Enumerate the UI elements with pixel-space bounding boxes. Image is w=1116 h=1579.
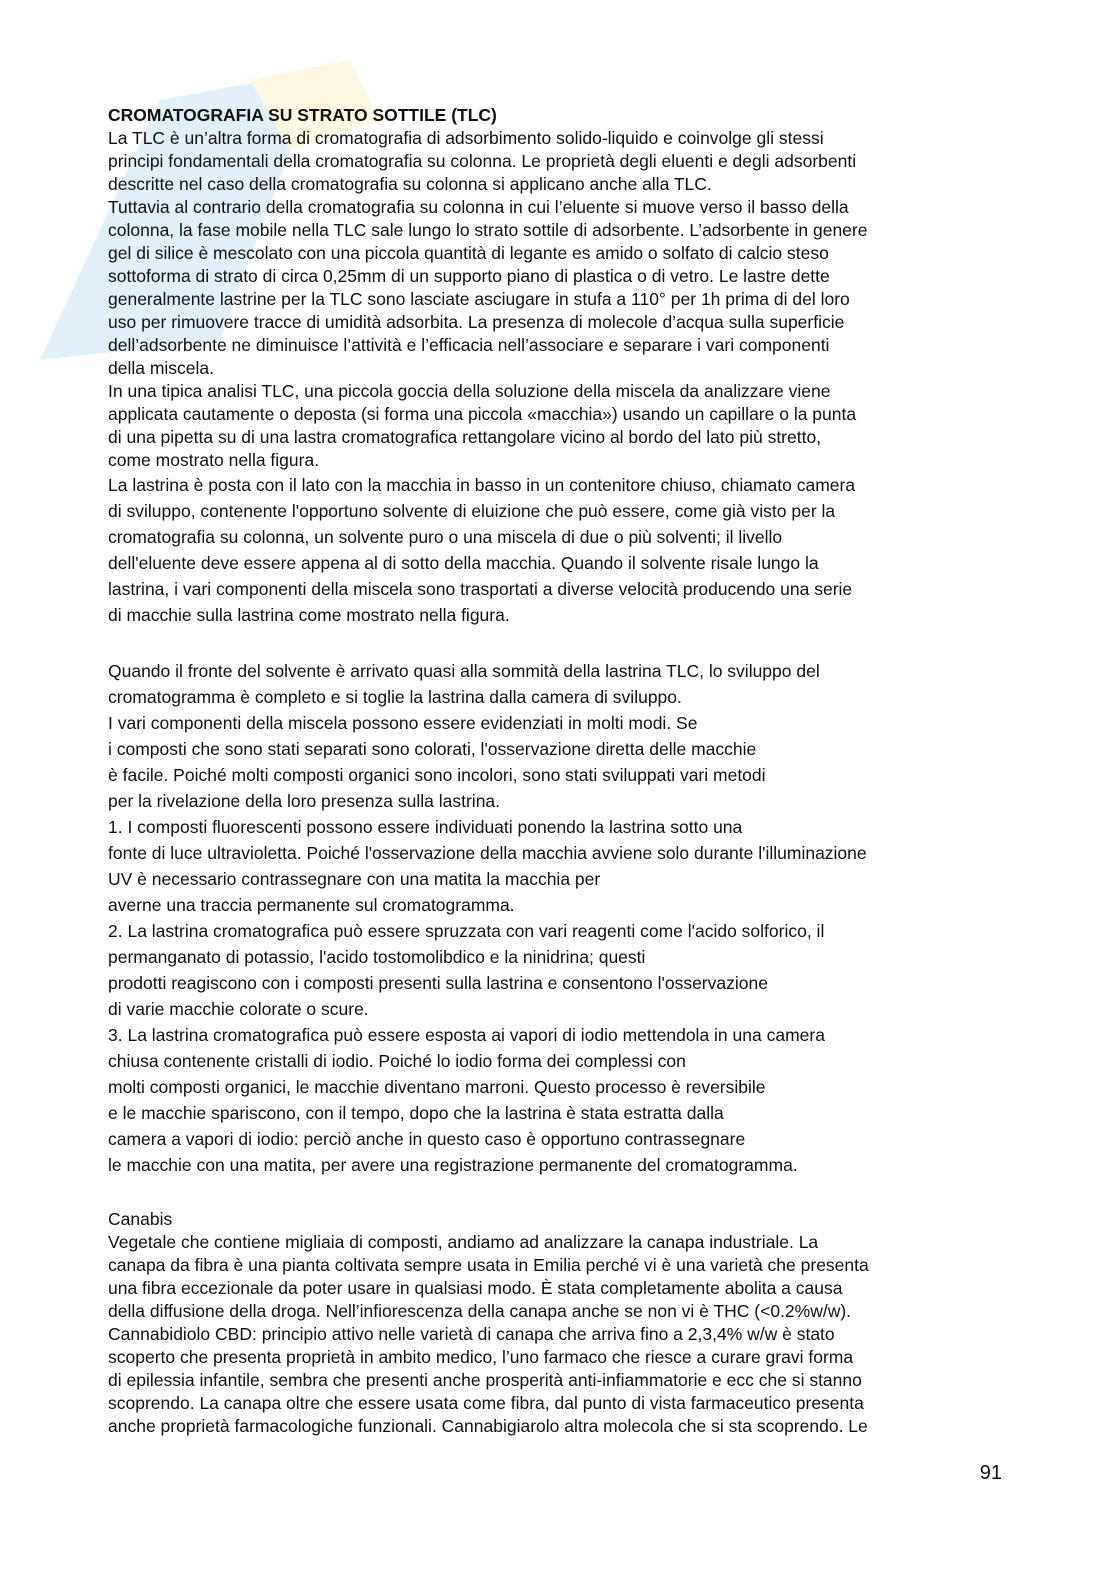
text-line: 3. La lastrina cromatografica può essere esposta ai vapori di iodio mettendola in una camera xyxy=(108,1025,825,1045)
text-line: 1. I composti fluorescenti possono essere individuati ponendo la lastrina sotto una xyxy=(108,817,743,837)
text-line: La lastrina è posta con il lato con la macchia in basso in un contenitore chiuso, chiamato camera xyxy=(108,475,856,495)
text-line: Tuttavia al contrario della cromatografia su colonna in cui l’eluente si muove verso il basso della xyxy=(108,197,849,217)
text-line: UV è necessario contrassegnare con una matita la macchia per xyxy=(108,869,601,889)
text-line: scoprendo. La canapa oltre che essere usata come fibra, dal punto di vista farmaceutico presenta xyxy=(108,1393,864,1413)
text-line: della miscela. xyxy=(108,358,215,378)
text-line: di varie macchie colorate o scure. xyxy=(108,999,369,1019)
text-line: per la rivelazione della loro presenza sulla lastrina. xyxy=(108,791,501,811)
text-line: anche proprietà farmacologiche funzionali. Cannabigiarolo altra molecola che si sta scoprendo. Le xyxy=(108,1416,868,1436)
canabis-paragraph xyxy=(108,1231,1008,1438)
text-line: principi fondamentali della cromatografia su colonna. Le proprietà degli eluenti e degli adsorbenti xyxy=(108,151,857,171)
text-line: 2. La lastrina cromatografica può essere spruzzata con vari reagenti come l'acido solforico, il xyxy=(108,921,825,941)
detection-paragraph xyxy=(108,658,1008,1178)
text-line: dell’adsorbente ne diminuisce l’attività e l’efficacia nell’associare e separare i vari componenti xyxy=(108,335,830,355)
text-line: Cannabidiolo CBD: principio attivo nelle varietà di canapa che arriva fino a 2,3,4% w/w è stato xyxy=(108,1324,835,1344)
text-line: scoperto che presenta proprietà in ambito medico, l’uno farmaco che riesce a curare gravi forma xyxy=(108,1347,854,1367)
section-title-tlc: CROMATOGRAFIA SU STRATO SOTTILE (TLC) xyxy=(108,105,497,125)
text-line: una fibra eccezionale da poter usare in qualsiasi modo. È stata completamente abolita a causa xyxy=(108,1278,843,1298)
page-content xyxy=(108,104,1008,1438)
text-line: dell'eluente deve essere appena al di sotto della macchia. Quando il solvente risale lungo la xyxy=(108,553,819,573)
text-line: permanganato di potassio, l'acido tostomolibdico e la ninidrina; questi xyxy=(108,947,646,967)
text-line: averne una traccia permanente sul cromatogramma. xyxy=(108,895,515,915)
tlc-development-paragraph xyxy=(108,472,1008,628)
text-line: I vari componenti della miscela possono essere evidenziati in molti modi. Se xyxy=(108,713,698,733)
text-line: Quando il fronte del solvente è arrivato quasi alla sommità della lastrina TLC, lo sviluppo del xyxy=(108,661,820,681)
text-line: le macchie con una matita, per avere una registrazione permanente del cromatogramma. xyxy=(108,1155,798,1175)
spacer xyxy=(108,628,1008,658)
text-line: La TLC è un’altra forma di cromatografia di adsorbimento solido-liquido e coinvolge gli stessi xyxy=(108,128,824,148)
spacer xyxy=(108,1178,1008,1208)
text-line: descritte nel caso della cromatografia su colonna si applicano anche alla TLC. xyxy=(108,174,712,194)
text-line: di macchie sulla lastrina come mostrato nella figura. xyxy=(108,605,510,625)
text-line: fonte di luce ultravioletta. Poiché l'osservazione della macchia avviene solo durante l'illuminazione xyxy=(108,843,867,863)
text-line: prodotti reagiscono con i composti presenti sulla lastrina e consentono l'osservazione xyxy=(108,973,768,993)
text-line: uso per rimuovere tracce di umidità adsorbita. La presenza di molecole d’acqua sulla superficie xyxy=(108,312,845,332)
section-title-canabis: Canabis xyxy=(108,1209,173,1229)
page-number: 91 xyxy=(979,1462,1002,1484)
text-line: Vegetale che contiene migliaia di composti, andiamo ad analizzare la canapa industriale. La xyxy=(108,1232,819,1252)
text-line: cromatogramma è completo e si toglie la lastrina dalla camera di sviluppo. xyxy=(108,687,682,707)
text-line: applicata cautamente o deposta (si forma una piccola «macchia») usando un capillare o la punta xyxy=(108,404,857,424)
text-line: di epilessia infantile, sembra che presenti anche prosperità anti-infiammatorie e ecc che si stanno xyxy=(108,1370,862,1390)
text-line: lastrina, i vari componenti della miscela sono trasportati a diverse velocità producendo una serie xyxy=(108,579,853,599)
text-line: colonna, la fase mobile nella TLC sale lungo lo strato sottile di adsorbente. L’adsorbente in genere xyxy=(108,220,868,240)
text-line: chiusa contenente cristalli di iodio. Poiché lo iodio forma dei complessi con xyxy=(108,1051,686,1071)
text-line: come mostrato nella figura. xyxy=(108,450,320,470)
text-line: è facile. Poiché molti composti organici sono incolori, sono stati sviluppati vari metodi xyxy=(108,765,766,785)
text-line: molti composti organici, le macchie diventano marroni. Questo processo è reversibile xyxy=(108,1077,766,1097)
text-line: di una pipetta su di una lastra cromatografica rettangolare vicino al bordo del lato più stretto, xyxy=(108,427,822,447)
text-line: i composti che sono stati separati sono colorati, l'osservazione diretta delle macchie xyxy=(108,739,757,759)
text-line: e le macchie spariscono, con il tempo, dopo che la lastrina è stata estratta dalla xyxy=(108,1103,724,1123)
text-line: sottoforma di strato di circa 0,25mm di un supporto piano di plastica o di vetro. Le lastre dette xyxy=(108,266,830,286)
text-line: camera a vapori di iodio: perciò anche in questo caso è opportuno contrassegnare xyxy=(108,1129,746,1149)
text-line: cromatografia su colonna, un solvente puro o una miscela di due o più solventi; il livello xyxy=(108,527,783,547)
text-line: canapa da fibra è una pianta coltivata sempre usata in Emilia perché vi è una varietà che presenta xyxy=(108,1255,869,1275)
text-line: della diffusione della droga. Nell’infiorescenza della canapa anche se non vi è THC (<0.2%w/w). xyxy=(108,1301,852,1321)
text-line: generalmente lastrine per la TLC sono lasciate asciugare in stufa a 110° per 1h prima di del loro xyxy=(108,289,850,309)
text-line: di sviluppo, contenente l'opportuno solvente di eluizione che può essere, come già visto per la xyxy=(108,501,836,521)
text-line: In una tipica analisi TLC, una piccola goccia della soluzione della miscela da analizzare viene xyxy=(108,381,831,401)
tlc-paragraph xyxy=(108,127,1008,472)
text-line: gel di silice è mescolato con una piccola quantità di legante es amido o solfato di calcio steso xyxy=(108,243,829,263)
